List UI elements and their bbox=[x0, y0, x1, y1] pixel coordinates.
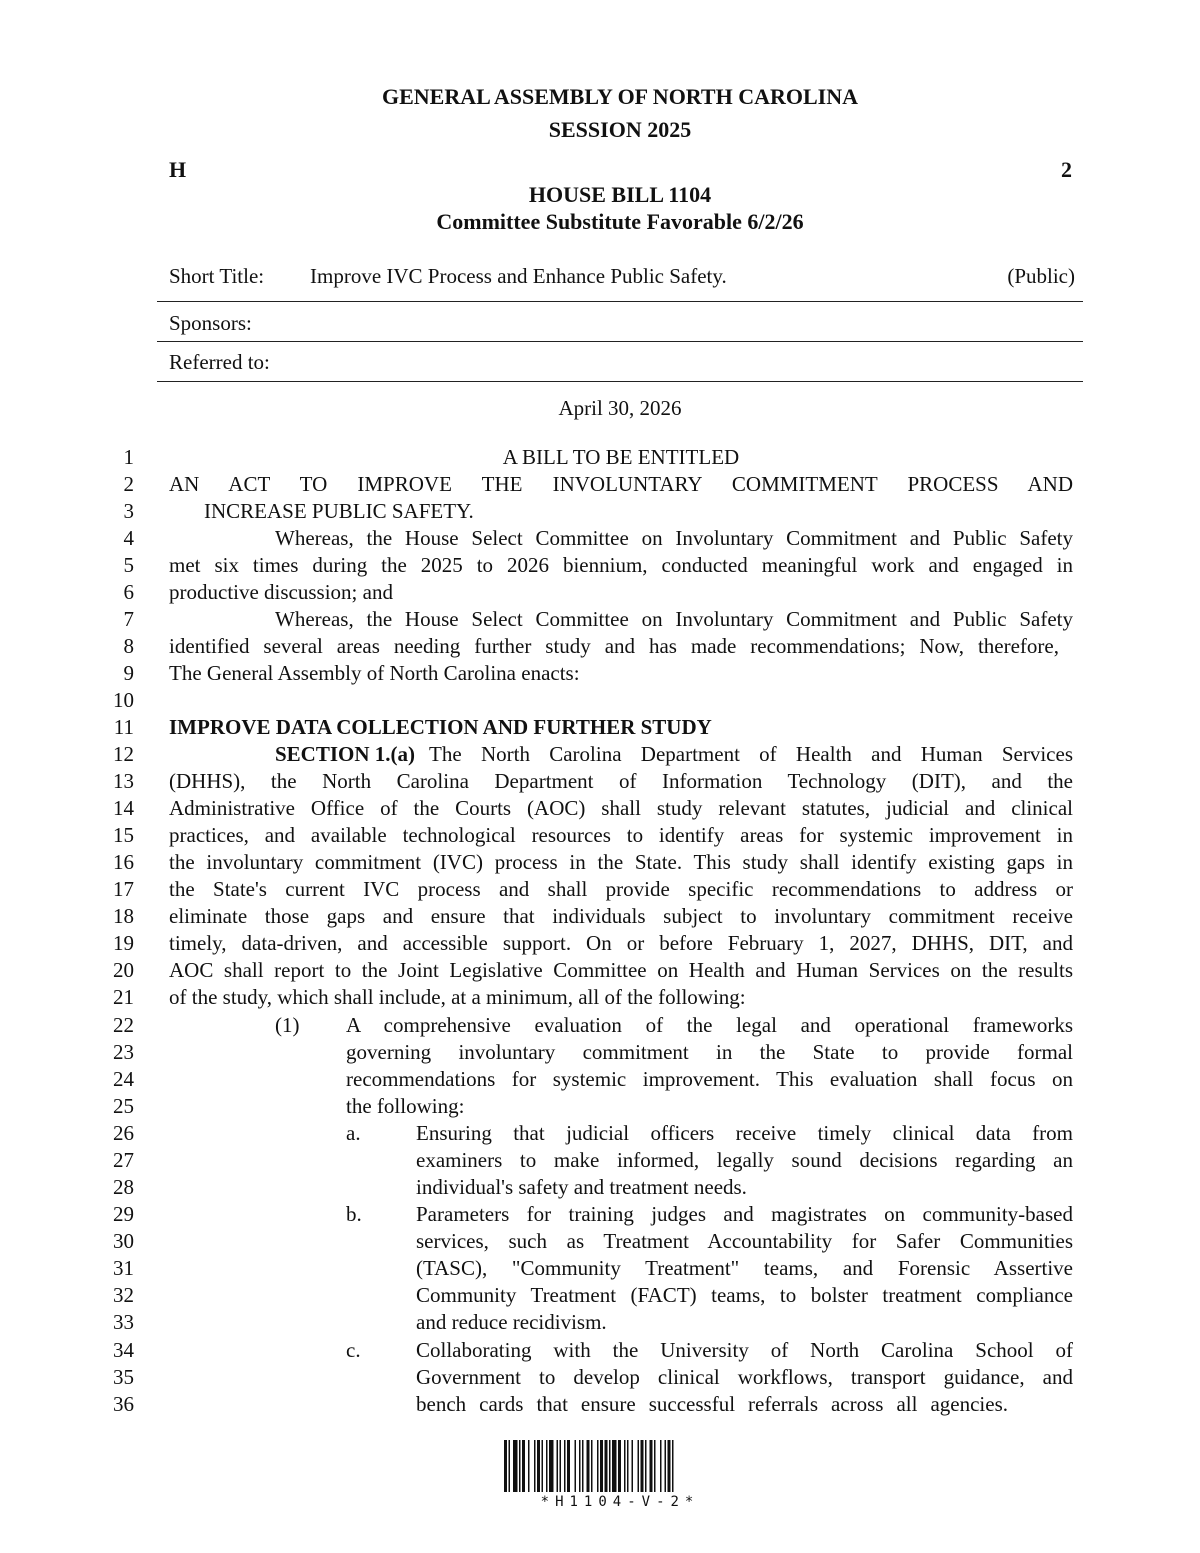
act-title-line: INCREASE PUBLIC SAFETY. bbox=[204, 499, 474, 523]
line-number: 26 bbox=[113, 1121, 134, 1145]
line-number: 9 bbox=[123, 661, 134, 685]
short-title: Improve IVC Process and Enhance Public Safety. bbox=[310, 264, 727, 288]
barcode-bar bbox=[567, 1440, 570, 1492]
barcode-bar bbox=[645, 1440, 647, 1492]
barcode-bar bbox=[534, 1440, 536, 1492]
barcode-bar bbox=[618, 1440, 621, 1492]
line-number: 36 bbox=[113, 1392, 134, 1416]
line-number: 20 bbox=[113, 958, 134, 982]
barcode-bar bbox=[542, 1440, 544, 1492]
whereas-clause: Whereas, the House Select Committee on Involuntary Commitment and Public Safety bbox=[275, 607, 1073, 631]
subitem-text-line: Ensuring that judicial officers receive timely clinical data from bbox=[416, 1121, 1073, 1145]
subitem-text-line: bench cards that ensure successful referrals across all agencies. bbox=[416, 1392, 1008, 1416]
subitem-label: b. bbox=[346, 1202, 362, 1226]
barcode-text: *H1104-V-2* bbox=[540, 1494, 700, 1510]
line-number: 7 bbox=[123, 607, 134, 631]
line-number: 22 bbox=[113, 1013, 134, 1037]
barcode-bar bbox=[519, 1440, 521, 1492]
barcode-bar bbox=[609, 1440, 611, 1492]
public-label: (Public) bbox=[1007, 264, 1075, 288]
line-number: 31 bbox=[113, 1256, 134, 1280]
subitem-text-line: Government to develop clinical workflows, transport guidance, and bbox=[416, 1365, 1073, 1389]
barcode bbox=[504, 1440, 736, 1492]
section-text-line: timely, data-driven, and accessible support. On or before February 1, 2027, DHHS, DIT, and bbox=[169, 931, 1073, 955]
line-number: 30 bbox=[113, 1229, 134, 1253]
line-number: 14 bbox=[113, 796, 134, 820]
item-text-line: governing involuntary commitment in the State to provide formal bbox=[346, 1040, 1073, 1064]
section-text-line: AOC shall report to the Joint Legislative Committee on Health and Human Services on the results bbox=[169, 958, 1073, 982]
barcode-bar bbox=[564, 1440, 566, 1492]
line-number: 6 bbox=[123, 580, 134, 604]
barcode-bar bbox=[668, 1440, 671, 1492]
line-number: 15 bbox=[113, 823, 134, 847]
line-number: 29 bbox=[113, 1202, 134, 1226]
line-number: 28 bbox=[113, 1175, 134, 1199]
section-text-line: eliminate those gaps and ensure that individuals subject to involuntary commitment receive bbox=[169, 904, 1073, 928]
barcode-bar bbox=[522, 1440, 525, 1492]
barcode-bar bbox=[549, 1440, 554, 1492]
whereas-clause: identified several areas needing further study and has made recommendations; Now, therefore, bbox=[169, 634, 1059, 658]
subitem-text-line: Parameters for training judges and magistrates on community-based bbox=[416, 1202, 1073, 1226]
barcode-bar bbox=[582, 1440, 584, 1492]
whereas-clause: met six times during the 2025 to 2026 biennium, conducted meaningful work and engaged in bbox=[169, 553, 1073, 577]
line-number: 35 bbox=[113, 1365, 134, 1389]
enacting-clause: The General Assembly of North Carolina enacts: bbox=[169, 661, 580, 685]
subitem-text-line: and reduce recidivism. bbox=[416, 1310, 607, 1334]
section-text-line: (DHHS), the North Carolina Department of Information Technology (DIT), and the bbox=[169, 769, 1073, 793]
barcode-bar bbox=[575, 1440, 577, 1492]
barcode-bar bbox=[537, 1440, 540, 1492]
barcode-bar bbox=[627, 1440, 629, 1492]
act-title-line: AN ACT TO IMPROVE THE INVOLUNTARY COMMITMENT PROCESS AND bbox=[169, 472, 1073, 496]
line-number: 18 bbox=[113, 904, 134, 928]
barcode-bar bbox=[650, 1440, 653, 1492]
line-number: 11 bbox=[113, 715, 134, 739]
barcode-bar bbox=[504, 1440, 507, 1492]
barcode-bar bbox=[654, 1440, 656, 1492]
bill-date: April 30, 2026 bbox=[558, 396, 682, 420]
subitem-label: a. bbox=[346, 1121, 361, 1145]
barcode-bar bbox=[546, 1440, 548, 1492]
barcode-bar bbox=[597, 1440, 599, 1492]
barcode-bar bbox=[624, 1440, 626, 1492]
barcode-bar bbox=[560, 1440, 562, 1492]
subitem-text-line: examiners to make informed, legally sound decisions regarding an bbox=[416, 1148, 1073, 1172]
section-heading: IMPROVE DATA COLLECTION AND FURTHER STUDY bbox=[169, 715, 712, 739]
section-label: SECTION 1.(a) bbox=[275, 742, 416, 766]
subitem-label: c. bbox=[346, 1338, 361, 1362]
section-1a-line bbox=[275, 741, 1073, 768]
divider bbox=[157, 381, 1083, 382]
line-number: 25 bbox=[113, 1094, 134, 1118]
line-number: 23 bbox=[113, 1040, 134, 1064]
section-text-line: the State's current IVC process and shall provide specific recommendations to address or bbox=[169, 877, 1073, 901]
line-number: 21 bbox=[113, 985, 134, 1009]
barcode-bar bbox=[632, 1440, 634, 1492]
section-text: The North Carolina Department of Health and Human Services bbox=[429, 742, 1073, 766]
line-number: 10 bbox=[113, 688, 134, 712]
barcode-bar bbox=[660, 1440, 662, 1492]
barcode-bar bbox=[641, 1440, 644, 1492]
line-number: 33 bbox=[113, 1310, 134, 1334]
line-number: 16 bbox=[113, 850, 134, 874]
subitem-text-line: (TASC), "Community Treatment" teams, and Forensic Assertive bbox=[416, 1256, 1073, 1280]
barcode-bar bbox=[600, 1440, 603, 1492]
subitem-text-line: Collaborating with the University of North Carolina School of bbox=[416, 1338, 1073, 1362]
whereas-clause: productive discussion; and bbox=[169, 580, 393, 604]
line-number: 5 bbox=[123, 553, 134, 577]
line-number: 1 bbox=[123, 445, 134, 469]
short-title-label: Short Title: bbox=[169, 264, 265, 288]
divider bbox=[157, 341, 1083, 342]
subitem-text-line: Community Treatment (FACT) teams, to bolster treatment compliance bbox=[416, 1283, 1073, 1307]
item-text-line: the following: bbox=[346, 1094, 465, 1118]
subitem-text-line: services, such as Treatment Accountability for Safer Communities bbox=[416, 1229, 1073, 1253]
barcode-bar bbox=[591, 1440, 593, 1492]
barcode-bar bbox=[612, 1440, 617, 1492]
assembly-title: GENERAL ASSEMBLY OF NORTH CAROLINA bbox=[382, 84, 858, 109]
bill-number: HOUSE BILL 1104 bbox=[528, 182, 712, 207]
line-number: 13 bbox=[113, 769, 134, 793]
bill-status: Committee Substitute Favorable 6/2/26 bbox=[436, 209, 804, 234]
barcode-bar bbox=[528, 1440, 530, 1492]
line-number: 4 bbox=[123, 526, 134, 550]
barcode-bar bbox=[605, 1440, 608, 1492]
barcode-bar bbox=[579, 1440, 581, 1492]
line-number: 3 bbox=[123, 499, 134, 523]
line-number: 24 bbox=[113, 1067, 134, 1091]
item-text-line: recommendations for systemic improvement. This evaluation shall focus on bbox=[346, 1067, 1073, 1091]
barcode-bar bbox=[672, 1440, 674, 1492]
section-text-line: practices, and available technological resources to identify areas for systemic improvement in bbox=[169, 823, 1073, 847]
line-number: 34 bbox=[113, 1338, 134, 1362]
sponsors-label: Sponsors: bbox=[169, 311, 252, 335]
divider bbox=[157, 301, 1083, 302]
line-number: 32 bbox=[113, 1283, 134, 1307]
bill-heading: A BILL TO BE ENTITLED bbox=[502, 445, 740, 469]
subitem-text-line: individual's safety and treatment needs. bbox=[416, 1175, 747, 1199]
chamber-letter: H bbox=[169, 157, 187, 182]
line-number: 2 bbox=[123, 472, 134, 496]
barcode-bar bbox=[665, 1440, 667, 1492]
section-text-line: Administrative Office of the Courts (AOC) shall study relevant statutes, judicial and clinical bbox=[169, 796, 1073, 820]
item-number: (1) bbox=[275, 1013, 300, 1037]
barcode-bar bbox=[557, 1440, 559, 1492]
referred-label: Referred to: bbox=[169, 350, 270, 374]
edition-number: 2 bbox=[1061, 157, 1072, 182]
section-text-line: the involuntary commitment (IVC) process in the State. This study shall identify existing gaps in bbox=[169, 850, 1073, 874]
barcode-bar bbox=[509, 1440, 511, 1492]
barcode-bar bbox=[638, 1440, 640, 1492]
barcode-bar bbox=[587, 1440, 590, 1492]
line-number: 27 bbox=[113, 1148, 134, 1172]
barcode-bar bbox=[513, 1440, 518, 1492]
line-number: 19 bbox=[113, 931, 134, 955]
whereas-clause: Whereas, the House Select Committee on Involuntary Commitment and Public Safety bbox=[275, 526, 1073, 550]
line-number: 8 bbox=[123, 634, 134, 658]
session-title: SESSION 2025 bbox=[548, 117, 692, 142]
line-number: 17 bbox=[113, 877, 134, 901]
section-text-line: of the study, which shall include, at a minimum, all of the following: bbox=[169, 985, 746, 1009]
item-text-line: A comprehensive evaluation of the legal and operational frameworks bbox=[346, 1013, 1073, 1037]
line-number: 12 bbox=[113, 742, 134, 766]
